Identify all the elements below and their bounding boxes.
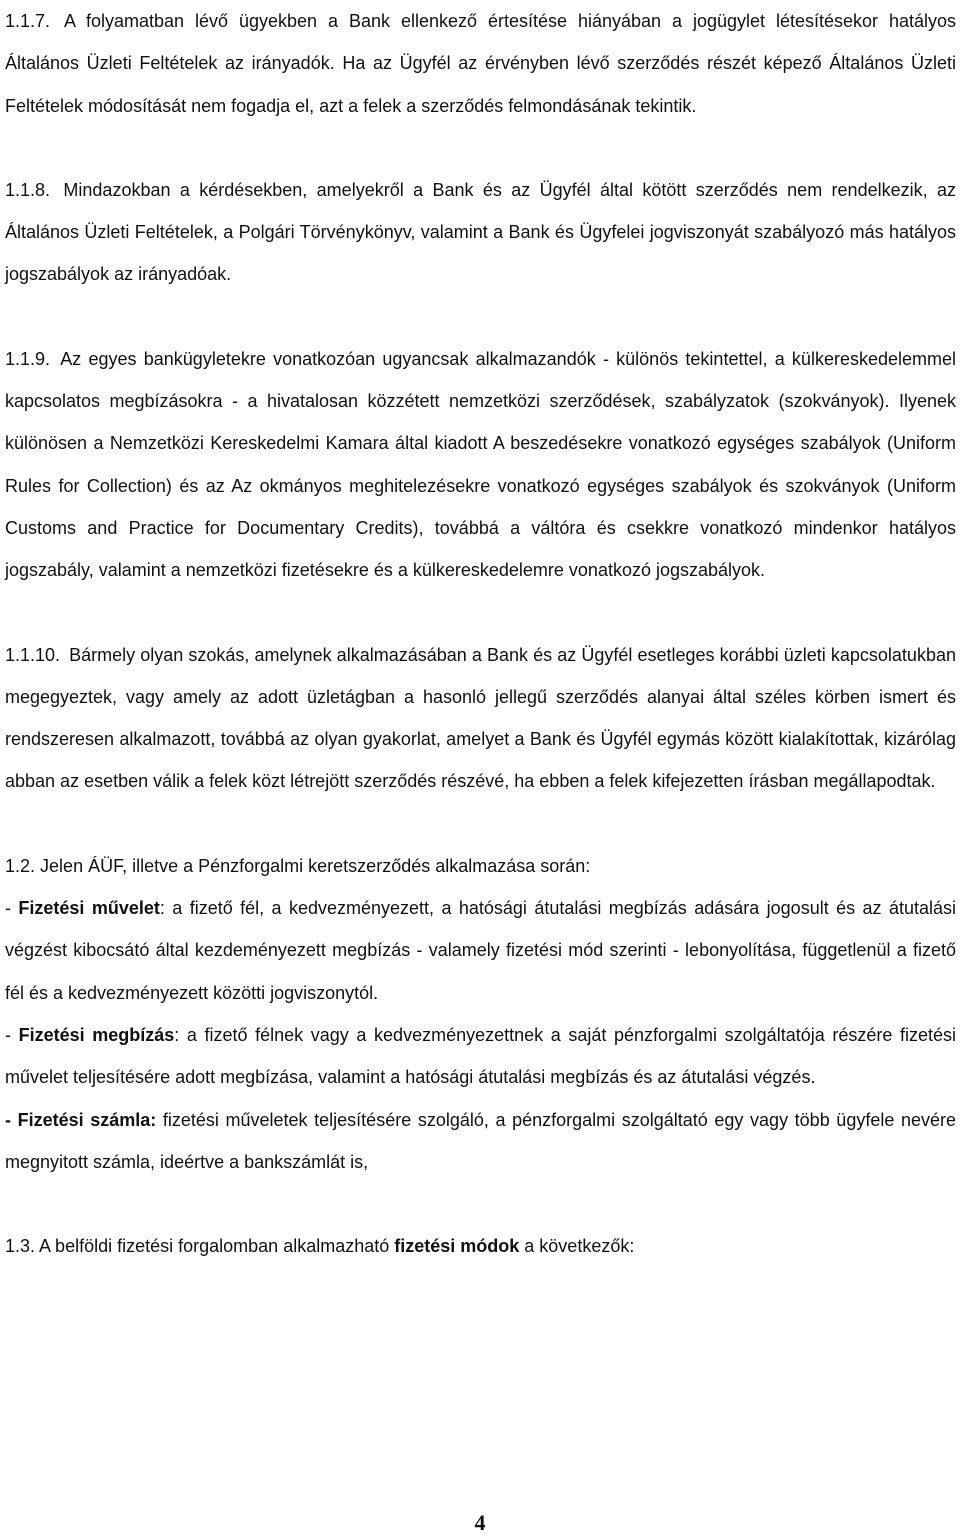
- definition-term: Fizetési művelet: [18, 898, 160, 919]
- definition-fizetesi-szamla: [5, 1099, 956, 1184]
- paragraph-1-1-10: [5, 634, 956, 803]
- definition-text: : a fizető fél, a kedvezményezett, a hatósági átutalási megbízás adására jogosult és az átutalási végzést kibocsátó által kezdeményezett megbízás - valamely fizetési mód szerinti - lebonyolítása, függetlenül a fizető fél és a kedvezményezett közötti jogviszonytól.: [5, 898, 956, 1003]
- section-number: 1.3.: [5, 1236, 36, 1257]
- paragraph-text: A belföldi fizetési forgalomban alkalmazható: [39, 1236, 395, 1257]
- paragraph-1-1-8: [5, 169, 956, 296]
- list-dash: -: [5, 1109, 18, 1130]
- definition-term: Fizetési megbízás: [18, 1024, 175, 1045]
- paragraph-1-1-7: [5, 0, 956, 127]
- section-number: 1.1.10.: [5, 644, 61, 665]
- section-number: 1.1.9.: [5, 348, 51, 369]
- definition-fizetesi-megbizas: [5, 1014, 956, 1099]
- section-number: 1.2.: [5, 855, 36, 876]
- list-dash: -: [5, 1024, 19, 1045]
- paragraph-text: Jelen ÁÜF, illetve a Pénzforgalmi keretszerződés alkalmazása során:: [40, 855, 591, 876]
- definition-term: Fizetési számla:: [17, 1109, 157, 1130]
- paragraph-text: Az egyes bankügyletekre vonatkozóan ugyancsak alkalmazandók - különös tekintettel, a külkereskedelemmel kapcsolatos megbízásokra - a hivatalosan közzétett nemzetközi szerződések, szabályzatok (szokványok). Ilyenek különösen a Nemzetközi Kereskedelmi Kamara által kiadott A beszedésekre vonatkozó egységes szabályok (Uniform Rules for Collection) és az Az okmányos meghitelezésekre vonatkozó egységes szabályok és szokványok (Uniform Customs and Practice for Documentary Credits), továbbá a váltóra és csekkre vonatkozó mindenkor hatályos jogszabály, valamint a nemzetközi fizetésekre és a külkereskedelemre vonatkozó jogszabályok.: [5, 348, 956, 581]
- definition-fizetesi-muvelet: [5, 887, 956, 1014]
- paragraph-text: Mindazokban a kérdésekben, amelyekről a Bank és az Ügyfél által kötött szerződés nem rendelkezik, az Általános Üzleti Feltételek, a Polgári Törvénykönyv, valamint a Bank és Ügyfelei jogviszonyát szabályozó más hatályos jogszabályok az irányadóak.: [5, 179, 956, 285]
- document-page: [5, 0, 956, 1267]
- paragraph-text: A folyamatban lévő ügyekben a Bank ellenkező értesítése hiányában a jogügylet létesítésekor hatályos Általános Üzleti Feltételek az irányadók. Ha az Ügyfél az érvényben lévő szerződés részét képező Általános Üzleti Feltételek módosítását nem fogadja el, azt a felek a szerződés felmondásának tekintik.: [5, 11, 956, 116]
- definition-text: fizetési műveletek teljesítésére szolgáló, a pénzforgalmi szolgáltató egy vagy több ügyfele nevére megnyitott számla, ideértve a bankszámlát is,: [5, 1109, 957, 1172]
- paragraph-1-1-9: [5, 338, 956, 592]
- paragraph-1-2: [5, 845, 956, 887]
- paragraph-1-3: [5, 1225, 956, 1267]
- section-number: 1.1.8.: [5, 179, 51, 200]
- paragraph-text: Bármely olyan szokás, amelynek alkalmazásában a Bank és az Ügyfél esetleges korábbi üzleti kapcsolatukban megegyeztek, vagy amely az adott üzletágban a hasonló jellegű szerződés alanyai által széles körben ismert és rendszeresen alkalmazott, továbbá az olyan gyakorlat, amelyet a Bank és Ügyfél egymás között kialakítottak, kizárólag abban az esetben válik a felek közt létrejött szerződés részévé, ha ebben a felek kifejezetten írásban megállapodtak.: [5, 644, 956, 792]
- definition-text: : a fizető félnek vagy a kedvezményezettnek a saját pénzforgalmi szolgáltatója részére fizetési művelet teljesítésére adott megbízása, valamint a hatósági átutalási megbízás és az átutalási végzés.: [5, 1024, 956, 1088]
- paragraph-text-end: a következők:: [519, 1236, 635, 1257]
- list-dash: -: [5, 898, 19, 919]
- section-number: 1.1.7.: [5, 11, 51, 31]
- page-number: 4: [474, 1510, 486, 1535]
- emphasis-text: fizetési módok: [394, 1236, 520, 1257]
